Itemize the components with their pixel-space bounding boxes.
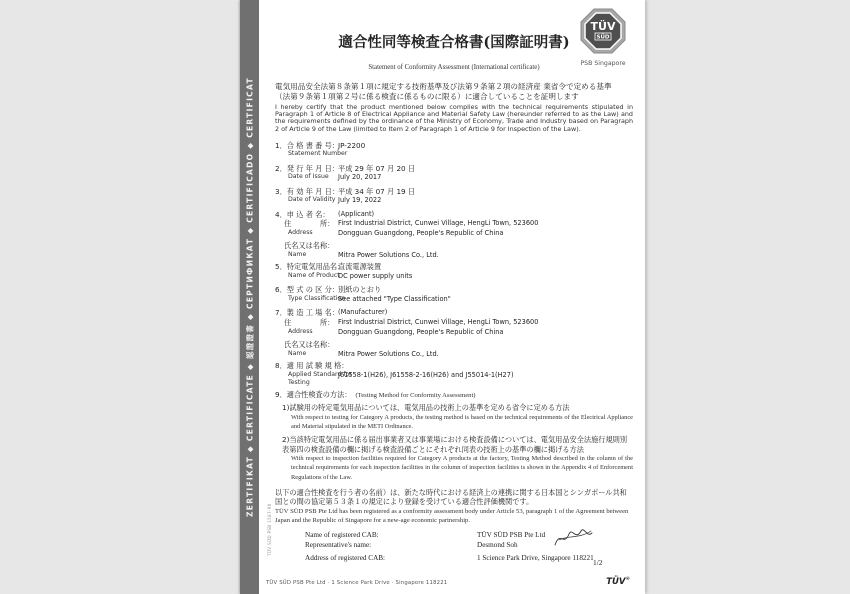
item9-label-jp: 9．適合性検査の方法： (275, 390, 352, 400)
item3-label-jp: 3．有 効 年 月 日： (275, 186, 340, 196)
item4-address-line1: First Industrial District, Cunwei Village, HengLi Town, 523600 (338, 219, 539, 228)
item1-label-en: Statement Number (288, 150, 348, 158)
item7-value: (Manufacturer) (338, 308, 388, 317)
item-applicant (275, 210, 633, 260)
certificate-title: 適合性同等検査合格書(国際証明書) (338, 34, 570, 51)
certificate-language-band-text: ZERTIFIKAT ◆ CERTIFICATE ◆ 認證證書 ◆ СЕРТИФИКАТ ◆ CERTIFICADO ◆ CERTIFICAT (245, 77, 254, 517)
item7-name-value: Mitra Power Solutions Co., Ltd. (338, 349, 439, 358)
item4-name-label-jp: 氏名又は名称： (284, 241, 335, 251)
item4-label-jp: 4．申 込 者 名： (275, 209, 330, 219)
intro-japanese-line2: （法第９条第１項第２号に係る検査に係るものに限る）に適合していることを証明します (275, 92, 579, 101)
method2-en: With respect to inspection facilities required for Category A products at the factory, Testing Method described in the column of the technical requirements for each inspection facilities in the column of inspection facilities is shown in the Appendix 4 of Enforcement Regulations of the Law. (291, 455, 633, 481)
item-product-name (275, 262, 633, 280)
item-date-of-validity (275, 187, 633, 205)
item2-label-jp: 2．発 行 年 月 日： (275, 163, 340, 173)
item8-value: J61558-1(H26), J61558-2-16(H26) and J55014-1(H27) (338, 370, 514, 379)
cab-block (305, 531, 633, 563)
item4-address-label-en: Address (288, 229, 313, 236)
tuv-wordmark-text: TÜV (606, 577, 626, 587)
item6-label-jp: 6．型 式 の 区 分： (275, 285, 340, 295)
closing-jp: 以下の適合性検査を行う者の名前）は、新たな時代における経済上の連携に関する日本国とシンガポール共和国との間の協定第５３条１の規定により登録を受けている適合性評価機関です。 (275, 487, 627, 507)
item2-value-en: July 20, 2017 (338, 173, 382, 182)
method2-jp: 2)当該特定電気用品に係る届出事業者又は事業場における検査設備については、電気用品安全法施行規則別表第四の検査設備の欄に掲げる検査設備ごとにそれぞれ同表の技術上の基準の欄に掲げる方法 (282, 435, 628, 454)
cab-representative-label: Representative's name: (305, 540, 372, 549)
signature-icon (553, 524, 595, 550)
item-type-classification (275, 285, 633, 303)
item6-value-jp: 別紙のとおり (338, 285, 382, 295)
item8-label-en2: Testing (288, 379, 310, 386)
intro-japanese (275, 82, 633, 102)
cab-address-label: Address of registered CAB: (305, 553, 386, 562)
item7-address-label-en: Address (288, 327, 313, 335)
logo-caption: PSB Singapore (580, 60, 626, 67)
item7-address-label-jp: 住 所： (284, 318, 335, 327)
item5-label-jp: 5．特定電気用品名： (275, 262, 345, 272)
item7-name-label-en: Name (288, 349, 307, 357)
item5-value-en: DC power supply units (338, 272, 413, 280)
item4-value: (Applicant) (338, 209, 375, 218)
method-2 (282, 435, 633, 482)
footer-address: TÜV SÜD PSB Pte Ltd · 1 Science Park Drive · Singapore 118221 (266, 580, 448, 586)
closing-en: TÜV SÜD PSB Pte Ltd has been registered as a conformity assessment body under Article 53, paragraph 1 of the Agreement between Japan and the Republic of Singapore for a new-age economic partnership. (275, 507, 629, 524)
item7-address-line2: Dongguan Guangdong, People's Republic of China (338, 327, 504, 336)
svg-text:TÜV: TÜV (590, 20, 616, 33)
item8-label-jp: 8．適 用 試 験 規 格： (275, 361, 349, 370)
closing-statement (275, 488, 633, 525)
item4-name-label-en: Name (288, 251, 307, 258)
item3-value-en: July 19, 2022 (338, 196, 382, 205)
item2-value-jp: 平成 29 年 07 月 20 日 (338, 163, 416, 173)
form-edge-code: TÜV SÜD PSB 1587-90 (267, 503, 272, 556)
method1-jp: 1)試験用の特定電気用品については、電気用品の技術上の基準を定める省令に定める方法 (282, 403, 570, 412)
item-testing-method (275, 390, 633, 400)
item4-address-label-jp: 住 所： (284, 219, 335, 229)
item-statement-number (275, 141, 633, 159)
item4-address-line2: Dongguan Guangdong, People's Republic of China (338, 229, 504, 237)
tuv-wordmark (606, 577, 630, 587)
certificate-language-band (240, 0, 259, 594)
registered-mark: ® (625, 577, 630, 583)
item3-value-jp: 平成 34 年 07 月 19 日 (338, 186, 416, 196)
item3-label-en: Date of Validity (288, 196, 336, 204)
item7-label-jp: 7．製 造 工 場 名： (275, 308, 340, 318)
item-applied-standard (275, 361, 633, 387)
cab-representative-value: Desmond Soh (477, 540, 518, 549)
item5-label-en: Name of Product (288, 272, 340, 279)
item4-name-value: Mitra Power Solutions Co., Ltd. (338, 251, 439, 259)
item8-label-en1: Applied Standard for (288, 370, 352, 378)
item5-value-jp: 直流電源装置 (338, 262, 382, 272)
certificate-page (259, 0, 645, 594)
cab-name-value: TÜV SÜD PSB Pte Ltd (477, 531, 546, 540)
intro-english: I hereby certify that the product mentioned below complies with the technical requirements stipulated in Paragraph 1 of Article 8 of Electrical Appliance and Material Safety Law (hereunder referred to as the Law) and the requirements defined by the ordinance of the Ministry of Economy, Trade and Industry based on Paragraph 2 of Article 9 of the Law (limited to Item 2 of Paragraph 1 of Article 9 for Inspection of the Law). (275, 103, 633, 133)
intro-japanese-line1: 電気用品安全法第８条第１項に規定する技術基準及び法第９条第２項の経済産 業省令で定める基準 (275, 82, 612, 91)
item6-label-en: Type Classification (288, 295, 346, 302)
svg-text:SÜD: SÜD (596, 34, 610, 41)
cab-name-label: Name of registered CAB: (305, 531, 379, 540)
item2-label-en: Date of Issue (288, 173, 329, 181)
certificate-subtitle: Statement of Conformity Assessment (International certificate) (368, 64, 540, 71)
item7-name-label-jp: 氏名又は名称： (284, 340, 335, 349)
page-number: 1/2 (593, 558, 603, 567)
item-date-of-issue (275, 164, 633, 182)
certificate-body (275, 34, 633, 563)
cab-address-value: 1 Science Park Drive, Singapore 118221 (477, 553, 594, 562)
item1-value: JP-2200 (338, 140, 366, 150)
item1-label-jp: 1．合 格 書 番 号： (275, 140, 340, 150)
method1-en: With respect to testing for Category A products, the testing method is based on the technical requirements of the Electrical Appliance and Material stipulated in the METI Ordinance. (291, 413, 633, 430)
item9-label-en: (Testing Method for Conformity Assessment) (355, 392, 476, 400)
item7-address-line1: First Industrial District, Cunwei Village, HengLi Town, 523600 (338, 318, 539, 326)
method-1 (282, 403, 633, 431)
item6-value-en: See attached "Type Classification" (338, 295, 451, 303)
item-manufacturer (275, 308, 633, 358)
